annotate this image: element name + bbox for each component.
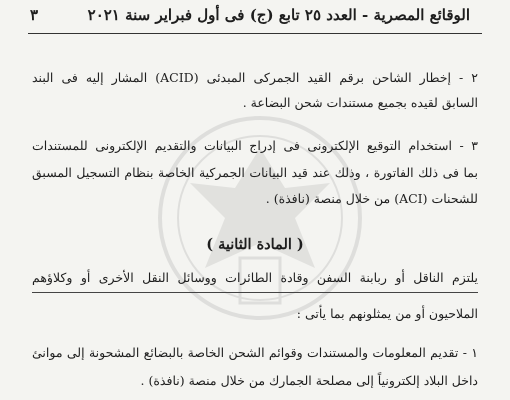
page-header [0,0,510,30]
item-3-line-2: بما فى ذلك الفاتورة ، وذلك عند قيد البيانات الجمركية الخاصة بنظام التسجيل المسبق [32,165,478,180]
item-3-line-3: للشحنات (ACI) من خلال منصة (نافذة) . [265,191,478,206]
item-1-line-2: داخل البلاد إلكترونياً إلى مصلحة الجمارك من خلال منصة (نافذة) . [140,373,478,388]
item-2-line-2: السابق لقيده بجميع مستندات شحن البضاعة . [242,95,478,110]
item-3-line-1: ٣ - استخدام التوقيع الإلكترونى فى إدراج البيانات والتقديم الإلكترونى للمستندات [32,138,478,153]
header-title: الوقائع المصرية - العدد ٢٥ تابع (ج) فى أول فبراير سنة ٢٠٢١ [87,6,470,24]
article-underline [32,292,478,293]
page-number: ٣ [30,6,39,24]
item-1-line-1: ١ - تقديم المعلومات والمستندات وقوائم الشحن الخاصة بالبضائع المشحونة إلى موانئ [32,345,478,360]
article-line-2: الملاحيون أو من يمثلونهم بما يأتى : [296,306,478,321]
article-line-1: يلتزم الناقل أو ربابنة السفن وقادة الطائرات ووسائل النقل الأخرى أو وكلاؤهم [32,270,478,285]
article-title: ( المادة الثانية ) [206,236,304,253]
item-2-line-1: ٢ - إخطار الشاحن برقم القيد الجمركى المبدئى (ACID) المشار إليه فى البند [32,70,478,85]
header-divider [28,33,482,34]
